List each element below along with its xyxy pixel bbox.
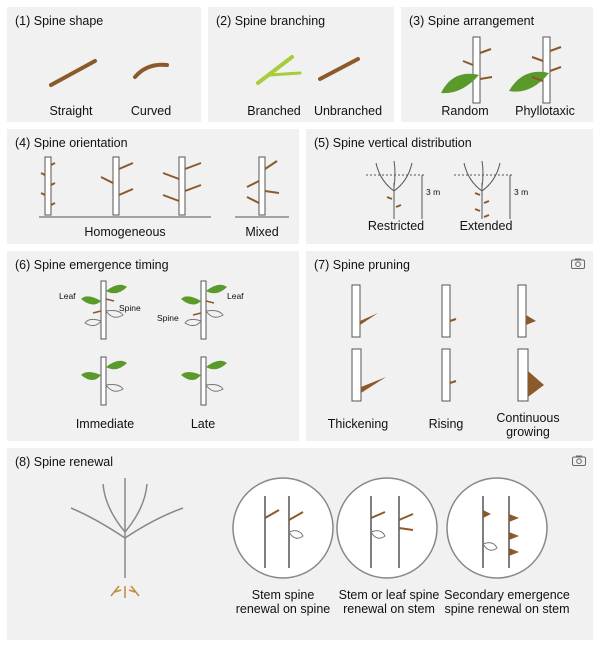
panel-title: (4) Spine orientation xyxy=(15,136,128,150)
label-late: Late xyxy=(190,417,216,431)
label-secondary-emergence: Secondary emergence spine renewal on stem xyxy=(444,588,570,616)
panel-title: (7) Spine pruning xyxy=(314,258,410,272)
panel-title: (3) Spine arrangement xyxy=(409,14,535,28)
panel-spine-vertical-distribution xyxy=(306,129,593,244)
annotation-spine: Spine xyxy=(157,313,179,323)
label-extended: Extended xyxy=(459,219,513,233)
panel-spine-pruning xyxy=(306,251,593,441)
height-mark-extended: 3 m xyxy=(514,187,529,197)
label-straight: Straight xyxy=(49,104,93,118)
panel-title: (6) Spine emergence timing xyxy=(15,258,169,272)
label-homogeneous: Homogeneous xyxy=(84,225,166,239)
spine-vertical-distribution-illustration xyxy=(306,129,593,244)
label-rising: Rising xyxy=(428,417,464,431)
label-unbranched: Unbranched xyxy=(313,104,383,118)
label-thickening: Thickening xyxy=(327,417,389,431)
panel-spine-branching xyxy=(208,7,394,122)
panel-title: (5) Spine vertical distribution xyxy=(314,136,472,150)
panel-spine-emergence-timing xyxy=(7,251,299,441)
label-stem-leaf-spine-renewal: Stem or leaf spine renewal on stem xyxy=(338,588,440,616)
spine-emergence-illustration xyxy=(7,251,299,441)
spine-shape-illustration xyxy=(7,7,201,122)
label-immediate: Immediate xyxy=(75,417,135,431)
panel-spine-arrangement xyxy=(401,7,593,122)
panel-title: (2) Spine branching xyxy=(216,14,326,28)
annotation-spine: Spine xyxy=(119,303,141,313)
panel-title: (1) Spine shape xyxy=(15,14,104,28)
label-stem-spine-renewal: Stem spine renewal on spine xyxy=(235,588,331,616)
annotation-leaf: Leaf xyxy=(227,291,244,301)
panel-spine-orientation xyxy=(7,129,299,244)
panel-spine-shape xyxy=(7,7,201,122)
annotation-leaf: Leaf xyxy=(59,291,76,301)
label-branched: Branched xyxy=(247,104,301,118)
label-curved: Curved xyxy=(130,104,172,118)
panel-spine-renewal xyxy=(7,448,593,640)
label-mixed: Mixed xyxy=(245,225,279,239)
label-phyllotaxic: Phyllotaxic xyxy=(515,104,575,118)
label-random: Random xyxy=(441,104,489,118)
label-restricted: Restricted xyxy=(367,219,425,233)
label-continuous-growing: Continuous growing xyxy=(496,411,560,439)
panel-title: (8) Spine renewal xyxy=(15,455,113,469)
height-mark-restricted: 3 m xyxy=(426,187,441,197)
